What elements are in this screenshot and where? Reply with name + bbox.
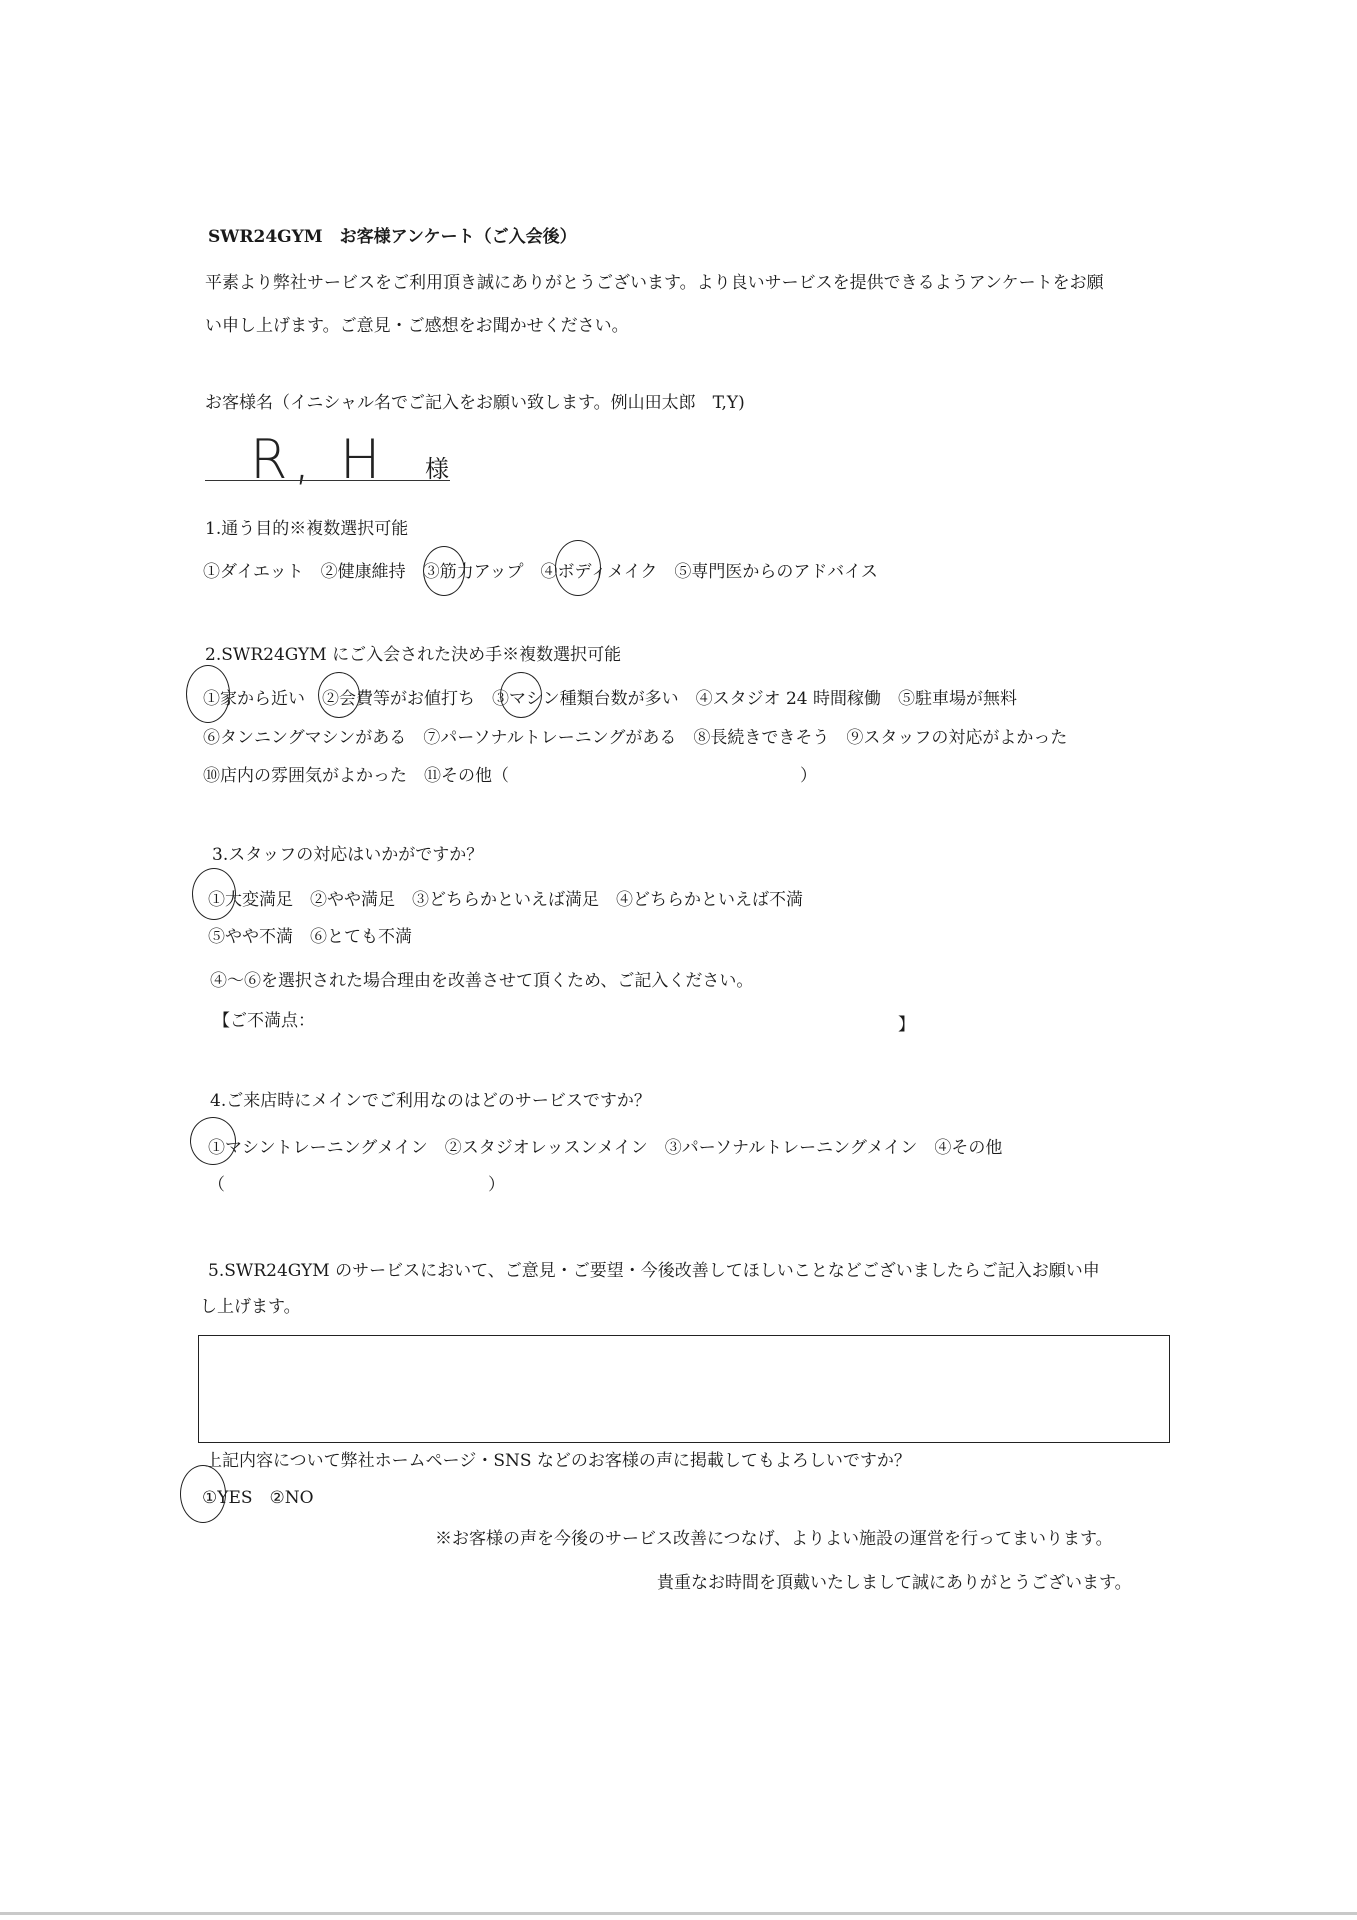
customer-name-suffix: 様 bbox=[425, 455, 449, 483]
q3-question: 3.スタッフの対応はいかがですか？ bbox=[212, 845, 484, 865]
q3-complaint-label: 【ご不満点： bbox=[213, 1011, 315, 1031]
q5-question-line1: 5.SWR24GYM のサービスにおいて、ご意見・ご要望・今後改善してほしいことなどございましたらご記入お願い申 bbox=[208, 1261, 1100, 1281]
q4-question: 4.ご来店時にメインでご利用なのはどのサービスですか？ bbox=[210, 1091, 651, 1111]
q3-selection-circle-1 bbox=[192, 868, 236, 920]
scan-edge-line bbox=[0, 1912, 1357, 1915]
q3-complaint-bracket-close: 】 bbox=[898, 1015, 915, 1035]
customer-name-label: お客様名（イニシャル名でご記入をお願い致します。例山田太郎 T,Y) bbox=[205, 393, 745, 413]
q1-question: 1.通う目的※複数選択可能 bbox=[205, 519, 409, 539]
q2-other-paren-close: ） bbox=[800, 766, 817, 786]
q3-options-line2[interactable]: ⑤やや不満 ⑥とても不満 bbox=[208, 927, 412, 947]
q4-options[interactable]: ①マシントレーニングメイン ②スタジオレッスンメイン ③パーソナルトレーニングメイン ④その他 bbox=[208, 1138, 1003, 1158]
q2-question: 2.SWR24GYM にご入会された決め手※複数選択可能 bbox=[205, 645, 622, 665]
q4-selection-circle-1 bbox=[190, 1117, 236, 1165]
consent-options[interactable]: ①YES ②NO bbox=[202, 1488, 314, 1508]
q2-options-line2[interactable]: ⑥タンニングマシンがある ⑦パーソナルトレーニングがある ⑧長続きできそう ⑨スタッフの対応がよかった bbox=[203, 728, 1068, 748]
q2-selection-circle-2 bbox=[318, 672, 360, 718]
q1-selection-circle-4 bbox=[555, 540, 601, 596]
q2-selection-circle-3 bbox=[500, 672, 542, 718]
q3-note: ④～⑥を選択された場合理由を改善させて頂くため、ご記入ください。 bbox=[210, 971, 754, 991]
intro-text-line1: 平素より弊社サービスをご利用頂き誠にありがとうございます。より良いサービスを提供できるようアンケートをお願 bbox=[205, 273, 1104, 293]
intro-text-line2: い申し上げます。ご意見・ご感想をお聞かせください。 bbox=[205, 316, 629, 336]
customer-name-handwritten[interactable]: R, H bbox=[250, 428, 387, 491]
q3-options-line1[interactable]: ①大変満足 ②やや満足 ③どちらかといえば満足 ④どちらかといえば不満 bbox=[208, 890, 803, 910]
q5-answer-box[interactable] bbox=[198, 1335, 1170, 1443]
q5-question-line2: し上げます。 bbox=[200, 1297, 301, 1317]
q4-other-paren-close: ） bbox=[488, 1175, 505, 1195]
q4-other-paren-open: （ bbox=[208, 1175, 225, 1195]
q1-options[interactable]: ①ダイエット ②健康維持 ③筋力アップ ④ボディメイク ⑤専門医からのアドバイス bbox=[203, 562, 878, 582]
q2-selection-circle-1 bbox=[186, 665, 230, 723]
customer-name-underline bbox=[205, 480, 450, 481]
q1-selection-circle-3 bbox=[423, 546, 465, 596]
consent-question: 上記内容について弊社ホームページ・SNS などのお客様の声に掲載してもよろしいですか？ bbox=[205, 1451, 911, 1471]
q2-options-line1[interactable]: ①家から近い ②会費等がお値打ち ③マシン種類台数が多い ④スタジオ 24 時間稼働 ⑤駐車場が無料 bbox=[203, 689, 1018, 709]
footer-note-2: 貴重なお時間を頂戴いたしまして誠にありがとうございます。 bbox=[657, 1573, 1132, 1593]
q2-options-line3[interactable]: ⑩店内の雰囲気がよかった ⑪その他（ bbox=[203, 766, 509, 786]
consent-selection-circle-yes bbox=[180, 1465, 226, 1523]
footer-note-1: ※お客様の声を今後のサービス改善につなげ、よりよい施設の運営を行ってまいります。 bbox=[435, 1529, 1113, 1549]
survey-title: SWR24GYM お客様アンケート（ご入会後） bbox=[208, 227, 577, 247]
